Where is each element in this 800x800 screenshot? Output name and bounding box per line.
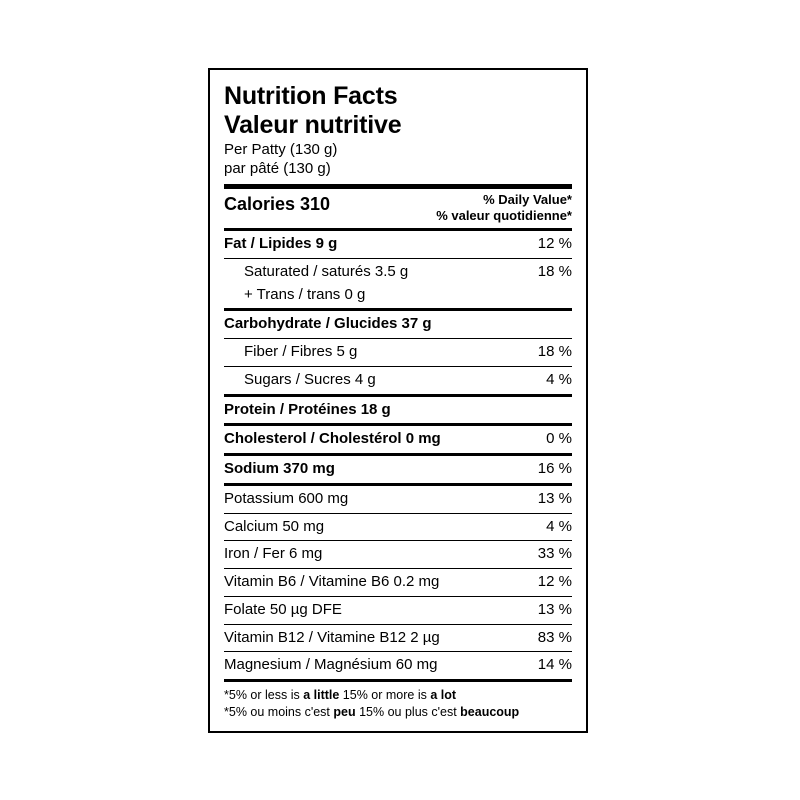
footnote-fr-bold1: peu xyxy=(333,704,356,719)
nutrient-name: Fiber / Fibres 5 g xyxy=(244,343,358,360)
calories-row xyxy=(224,189,572,229)
nutrient-row-saturated xyxy=(224,259,572,286)
nutrient-name: Calcium 50 mg xyxy=(224,517,325,535)
footnote-english xyxy=(224,682,572,704)
nutrient-name: Folate 50 µg DFE xyxy=(224,600,342,618)
nutrient-dv: 13 % xyxy=(537,600,572,618)
calories-label: Calories 310 xyxy=(224,193,331,214)
nutrient-row-sodium xyxy=(224,456,572,483)
serving-size-english: Per Patty (130 g) xyxy=(224,141,338,158)
nutrient-row-potassium xyxy=(224,486,572,513)
nutrient-row-trans xyxy=(224,286,572,309)
nutrient-name: + Trans / trans 0 g xyxy=(244,285,366,303)
nutrient-dv: 13 % xyxy=(537,489,572,507)
footnote-fr-part2: 15% ou plus c'est xyxy=(355,704,461,719)
nutrient-dv: 4 % xyxy=(546,517,572,535)
nutrient-name: Magnesium / Magnésium 60 mg xyxy=(224,656,438,674)
nutrient-name: Fat / Lipides 9 g xyxy=(224,235,338,252)
nutrient-row-fat xyxy=(224,231,572,258)
nutrient-row-fiber xyxy=(224,339,572,366)
footnote-fr-bold2: beaucoup xyxy=(460,704,520,719)
serving-size-french: par pâté (130 g) xyxy=(224,159,331,177)
daily-value-header-french: % valeur quotidienne* xyxy=(436,207,572,223)
nutrient-dv: 33 % xyxy=(537,545,572,563)
nutrient-name: Carbohydrate / Glucides 37 g xyxy=(224,315,432,333)
nutrient-row-carbohydrate xyxy=(224,311,572,338)
nutrient-row-vitamin-b6 xyxy=(224,569,572,596)
nutrient-dv: 16 % xyxy=(537,460,572,477)
nutrient-name: Saturated / saturés 3.5 g xyxy=(244,262,409,280)
footnote-en-bold2: a lot xyxy=(430,688,457,702)
nutrient-dv: 83 % xyxy=(537,628,572,646)
nutrient-name: Vitamin B6 / Vitamine B6 0.2 mg xyxy=(224,573,440,590)
title-english: Nutrition Facts xyxy=(224,82,398,110)
nutrition-facts-panel xyxy=(208,68,588,733)
nutrient-row-iron xyxy=(224,541,572,568)
daily-value-header-english: % Daily Value* xyxy=(483,191,572,207)
nutrient-row-calcium xyxy=(224,514,572,541)
nutrient-name: Protein / Protéines 18 g xyxy=(224,400,391,418)
nutrient-name: Sugars / Sucres 4 g xyxy=(244,370,376,388)
nutrient-dv: 4 % xyxy=(546,370,572,388)
nutrient-row-magnesium xyxy=(224,652,572,679)
footnote-en-part1: *5% or less is xyxy=(224,688,304,702)
nutrient-name: Potassium 600 mg xyxy=(224,489,349,507)
footnote-en-bold1: a little xyxy=(303,688,340,702)
nutrient-dv: 14 % xyxy=(537,656,572,674)
nutrient-name: Cholesterol / Cholestérol 0 mg xyxy=(224,430,441,448)
footnote-fr-part1: *5% ou moins c'est xyxy=(224,704,334,719)
footnote-french xyxy=(224,704,572,721)
nutrient-row-protein xyxy=(224,397,572,424)
title-french: Valeur nutritive xyxy=(224,110,402,139)
footnote-en-part2: 15% or more is xyxy=(339,688,431,702)
nutrient-row-sugars xyxy=(224,367,572,394)
nutrient-dv: 12 % xyxy=(537,573,572,590)
nutrient-name: Vitamin B12 / Vitamine B12 2 µg xyxy=(224,628,440,646)
nutrient-row-cholesterol xyxy=(224,426,572,453)
nutrient-row-vitamin-b12 xyxy=(224,625,572,652)
daily-value-header xyxy=(436,192,572,225)
nutrient-dv: 18 % xyxy=(537,343,572,360)
nutrient-name: Sodium 370 mg xyxy=(224,460,335,477)
nutrient-dv: 18 % xyxy=(537,262,572,280)
nutrient-dv: 12 % xyxy=(537,235,572,252)
nutrient-row-folate xyxy=(224,597,572,624)
nutrient-name: Iron / Fer 6 mg xyxy=(224,545,323,563)
nutrient-dv: 0 % xyxy=(546,430,572,448)
